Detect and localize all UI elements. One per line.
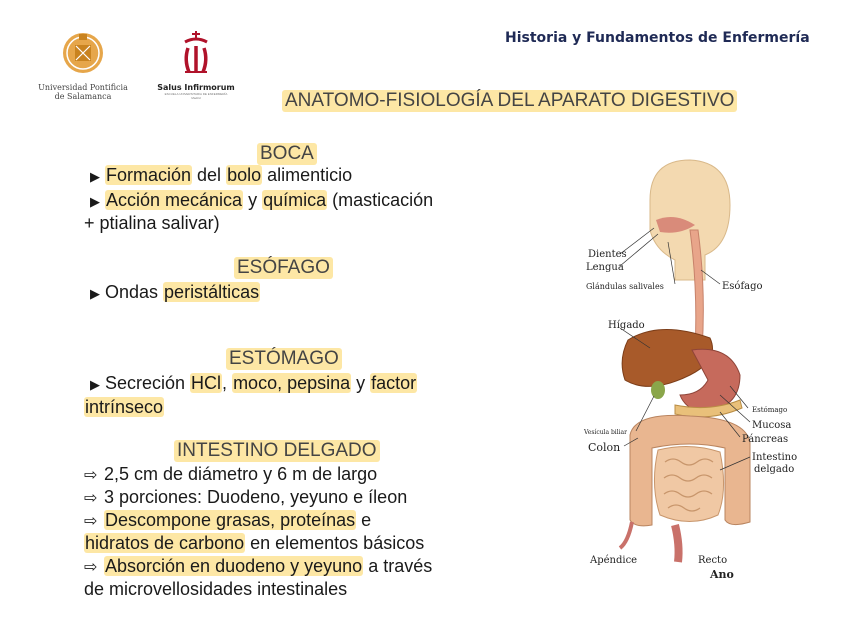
label-mucosa: Mucosa bbox=[752, 420, 792, 431]
label-recto: Recto bbox=[698, 555, 728, 566]
section-heading-estomago: ESTÓMAGO bbox=[226, 348, 342, 370]
highlight-text: Acción mecánica bbox=[106, 190, 243, 210]
highlight-text: Formación bbox=[106, 165, 192, 185]
text: en elementos básicos bbox=[245, 533, 425, 553]
section-heading-esofago: ESÓFAGO bbox=[234, 257, 333, 279]
text: 3 porciones: Duodeno, yeyuno e íleon bbox=[104, 487, 408, 507]
text: e bbox=[356, 510, 372, 530]
label-intestino-line1: Intestino bbox=[752, 452, 798, 463]
intestino-line-3 bbox=[84, 509, 371, 533]
highlight-text: Absorción en duodeno y yeyuno bbox=[105, 556, 363, 576]
highlight-text: moco, pepsina bbox=[233, 373, 351, 393]
highlight-text: bolo bbox=[227, 165, 262, 185]
bullet-estomago-1 bbox=[90, 372, 417, 396]
rectum-shape bbox=[675, 525, 679, 562]
label-estomago: Estómago bbox=[752, 406, 788, 414]
label-pancreas: Páncreas bbox=[742, 434, 789, 445]
label-intestino-line2: delgado bbox=[754, 464, 795, 475]
bullet-boca-2 bbox=[90, 189, 433, 213]
appendix-shape bbox=[620, 522, 632, 548]
arrow-right-icon: ⇨ bbox=[84, 513, 98, 530]
text: y bbox=[243, 190, 263, 210]
gallbladder-shape bbox=[651, 381, 665, 399]
text: a través bbox=[363, 556, 433, 576]
label-dientes: Dientes bbox=[588, 249, 627, 260]
school-name: Salus Infirmorum bbox=[157, 83, 235, 92]
university-logo bbox=[38, 28, 128, 101]
label-vesicula: Vesícula biliar bbox=[584, 429, 628, 436]
highlight-text: Descompone grasas, proteínas bbox=[105, 510, 356, 530]
section-heading-boca: BOCA bbox=[257, 143, 317, 165]
highlight-text: intrínseco bbox=[85, 397, 164, 417]
intestino-line-1 bbox=[84, 463, 377, 487]
text: Secreción bbox=[105, 373, 191, 393]
slide-title: ANATOMO-FISIOLOGÍA DEL APARATO DIGESTIVO bbox=[282, 90, 737, 112]
intestino-line-4 bbox=[84, 532, 424, 554]
text: Ondas bbox=[105, 282, 164, 302]
bullet-triangle-icon: ▶ bbox=[90, 377, 100, 392]
school-subtitle: ESCUELA UNIVERSITARIA DE ENFERMERÍA bbox=[164, 92, 228, 96]
school-logo bbox=[150, 28, 242, 100]
bullet-boca-2-continuation: + ptialina salivar) bbox=[84, 213, 220, 233]
section-heading-intestino: INTESTINO DELGADO bbox=[174, 440, 380, 462]
highlight-text: química bbox=[263, 190, 327, 210]
bullet-triangle-icon: ▶ bbox=[90, 194, 100, 209]
digestive-system-illustration bbox=[580, 150, 798, 590]
arrow-right-icon: ⇨ bbox=[84, 559, 98, 576]
arrow-right-icon: ⇨ bbox=[84, 467, 98, 484]
text: (masticación bbox=[327, 190, 434, 210]
university-name-line1: Universidad Pontificia bbox=[38, 83, 128, 92]
label-glandulas: Glándulas salivales bbox=[586, 282, 664, 291]
highlight-text: peristálticas bbox=[164, 282, 260, 302]
text: , bbox=[222, 373, 233, 393]
intestino-line-6: de microvellosidades intestinales bbox=[84, 579, 348, 599]
label-esofago: Esófago bbox=[722, 281, 763, 292]
label-higado: Hígado bbox=[608, 320, 645, 331]
school-emblem-icon bbox=[179, 28, 213, 78]
bullet-estomago-1-continuation bbox=[84, 396, 164, 418]
text: del bbox=[192, 165, 227, 185]
university-seal-icon bbox=[61, 28, 105, 78]
intestino-line-2 bbox=[84, 486, 407, 510]
text: 2,5 cm de diámetro y 6 m de largo bbox=[104, 464, 378, 484]
bullet-triangle-icon: ▶ bbox=[90, 169, 100, 184]
bullet-triangle-icon: ▶ bbox=[90, 286, 100, 301]
label-colon: Colon bbox=[588, 441, 621, 454]
highlight-text: hidratos de carbono bbox=[85, 533, 245, 553]
intestino-line-5 bbox=[84, 555, 432, 579]
text: alimenticio bbox=[262, 165, 353, 185]
label-ano: Ano bbox=[710, 568, 734, 581]
highlight-text: factor bbox=[371, 373, 417, 393]
label-lengua: Lengua bbox=[586, 262, 624, 273]
school-city: Madrid bbox=[191, 96, 201, 100]
small-intestine-shape bbox=[654, 446, 723, 521]
label-apendice: Apéndice bbox=[590, 555, 638, 566]
bullet-boca-1 bbox=[90, 164, 352, 188]
course-title: Historia y Fundamentos de Enfermería bbox=[505, 30, 810, 46]
arrow-right-icon: ⇨ bbox=[84, 490, 98, 507]
bullet-esofago-1 bbox=[90, 281, 260, 305]
university-name-line2: de Salamanca bbox=[54, 92, 112, 101]
text: y bbox=[351, 373, 371, 393]
highlight-text: HCl bbox=[191, 373, 222, 393]
